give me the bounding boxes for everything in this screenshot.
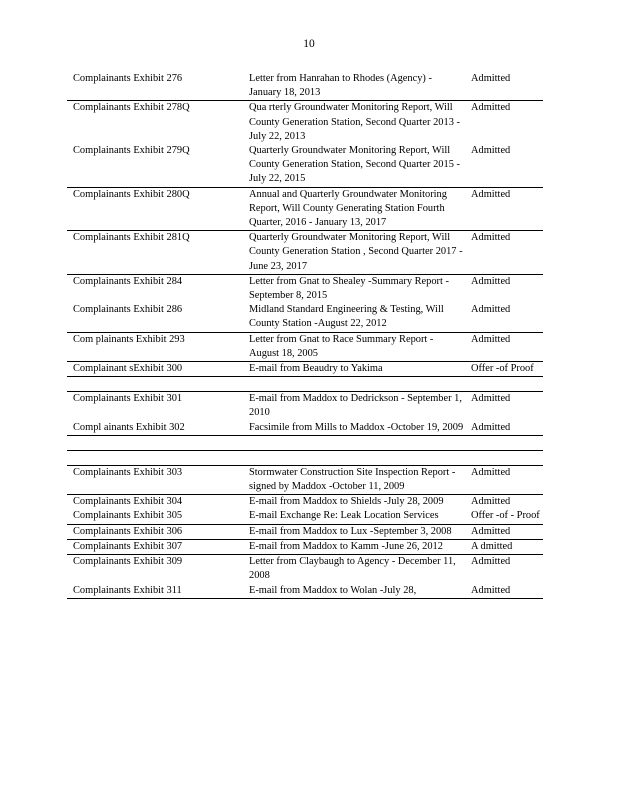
status-cell: Admitted [465, 495, 543, 510]
status-cell: Admitted [465, 274, 543, 303]
description-cell: E-mail Exchange Re: Leak Location Services [249, 510, 439, 522]
status-cell: Admitted [465, 555, 543, 584]
exhibit-cell: Complainants Exhibit 304 [67, 495, 243, 510]
exhibit-cell: Complainants Exhibit 311 [67, 584, 243, 599]
table-row [67, 101, 543, 144]
status-cell: Admitted [465, 584, 543, 599]
status-cell: Admitted [465, 465, 543, 494]
description-cell: Letter from Claybaugh to Agency - December 11, 2008 [243, 555, 465, 584]
description-cell: Letter from Gnat to Race Summary Report - August 18, 2005 [243, 332, 465, 361]
status-cell: Admitted [465, 101, 543, 144]
exhibit-cell: Compl ainants Exhibit 302 [73, 421, 185, 433]
exhibit-cell: Com plainants Exhibit 293 [67, 332, 243, 361]
table-row [67, 524, 543, 539]
exhibit-cell: Complainants Exhibit 309 [67, 555, 243, 584]
blank-row [67, 377, 543, 392]
description-cell: Letter from Gnat to Shealey -Summary Report -September 8, 2015 [243, 274, 465, 303]
table-row [67, 362, 543, 377]
description-cell: Stormwater Construction Site Inspection Report -signed by Maddox -October 11, 2009 [243, 465, 465, 494]
description-cell: Letter from Hanrahan to Rhodes (Agency) - January 18, 2013 [249, 73, 432, 99]
table-row [67, 303, 543, 332]
table-row [67, 495, 543, 510]
table-row [67, 332, 543, 361]
exhibit-cell: Complainants Exhibit 278Q [67, 101, 243, 144]
description-cell: E-mail from Maddox to Shields -July 28, 2009 [243, 495, 465, 510]
exhibit-cell: Complainants Exhibit 284 [67, 274, 243, 303]
status-cell: Admitted [465, 392, 543, 421]
description-cell: Qua rterly Groundwater Monitoring Report, Will County Generation Station, Second Quarter 2013 -July 22, 2013 [243, 101, 465, 144]
description-cell: Facsimile from Mills to Maddox -October 19, 2009 [249, 421, 464, 433]
description-cell: Quarterly Groundwater Monitoring Report, Will County Generation Station, Second Quarter 2015 -July 22, 2015 [249, 145, 460, 185]
description-cell: E-mail from Maddox to Lux -September 3, 2008 [243, 524, 465, 539]
page-number: 10 [303, 38, 315, 50]
table-row [67, 539, 543, 554]
status-cell: Offer -of - Proof [471, 510, 540, 522]
exhibit-cell: Complainants Exhibit 279Q [73, 145, 190, 157]
exhibit-cell: Complainants Exhibit 280Q [67, 187, 243, 231]
status-cell: Admitted [471, 421, 511, 433]
exhibit-cell: Complainants Exhibit 307 [67, 539, 243, 554]
table-row [67, 274, 543, 303]
table-row [67, 509, 543, 524]
exhibit-table [67, 72, 543, 599]
exhibit-cell: Complainants Exhibit 286 [73, 304, 183, 316]
status-cell: Offer -of Proof [465, 362, 543, 377]
description-cell: Midland Standard Engineering & Testing, Will County Station -August 22, 2012 [249, 304, 444, 330]
table-row [67, 584, 543, 599]
status-cell: Admitted [471, 145, 511, 157]
table-row [67, 555, 543, 584]
status-cell: A dmitted [465, 539, 543, 554]
description-cell: E-mail from Beaudry to Yakima [243, 362, 465, 377]
table-row [67, 421, 543, 436]
description-cell: E-mail from Maddox to Wolan -July 28, [243, 584, 465, 599]
table-row [67, 187, 543, 231]
blank-row [67, 435, 543, 450]
status-cell: Admitted [465, 332, 543, 361]
exhibit-cell: Complainant sExhibit 300 [67, 362, 243, 377]
description-cell: E-mail from Maddox to Dedrickson - September 1, 2010 [243, 392, 465, 421]
description-cell: Annual and Quarterly Groundwater Monitoring Report, Will County Generating Station Fourth Quarter, 2016 - January 13, 2017 [243, 187, 465, 231]
exhibit-cell: Complainants Exhibit 306 [67, 524, 243, 539]
blank-row [67, 450, 543, 465]
table-row [67, 465, 543, 494]
table-row [67, 392, 543, 421]
status-cell: Admitted [471, 73, 511, 84]
status-cell: Admitted [471, 304, 511, 316]
status-cell: Admitted [465, 231, 543, 275]
description-cell: E-mail from Maddox to Kamm -June 26, 2012 [243, 539, 465, 554]
table-row [67, 231, 543, 275]
exhibit-cell: Complainants Exhibit 301 [67, 392, 243, 421]
exhibit-cell: Complainants Exhibit 303 [67, 465, 243, 494]
status-cell: Admitted [465, 187, 543, 231]
exhibit-cell: Complainants Exhibit 276 [73, 73, 183, 84]
exhibit-cell: Complainants Exhibit 281Q [67, 231, 243, 275]
exhibit-cell: Complainants Exhibit 305 [73, 510, 183, 522]
description-cell: Quarterly Groundwater Monitoring Report, Will County Generation Station , Second Quarter 2017 -June 23, 2017 [243, 231, 465, 275]
table-row [67, 72, 543, 101]
status-cell: Admitted [465, 524, 543, 539]
table-row [67, 144, 543, 187]
